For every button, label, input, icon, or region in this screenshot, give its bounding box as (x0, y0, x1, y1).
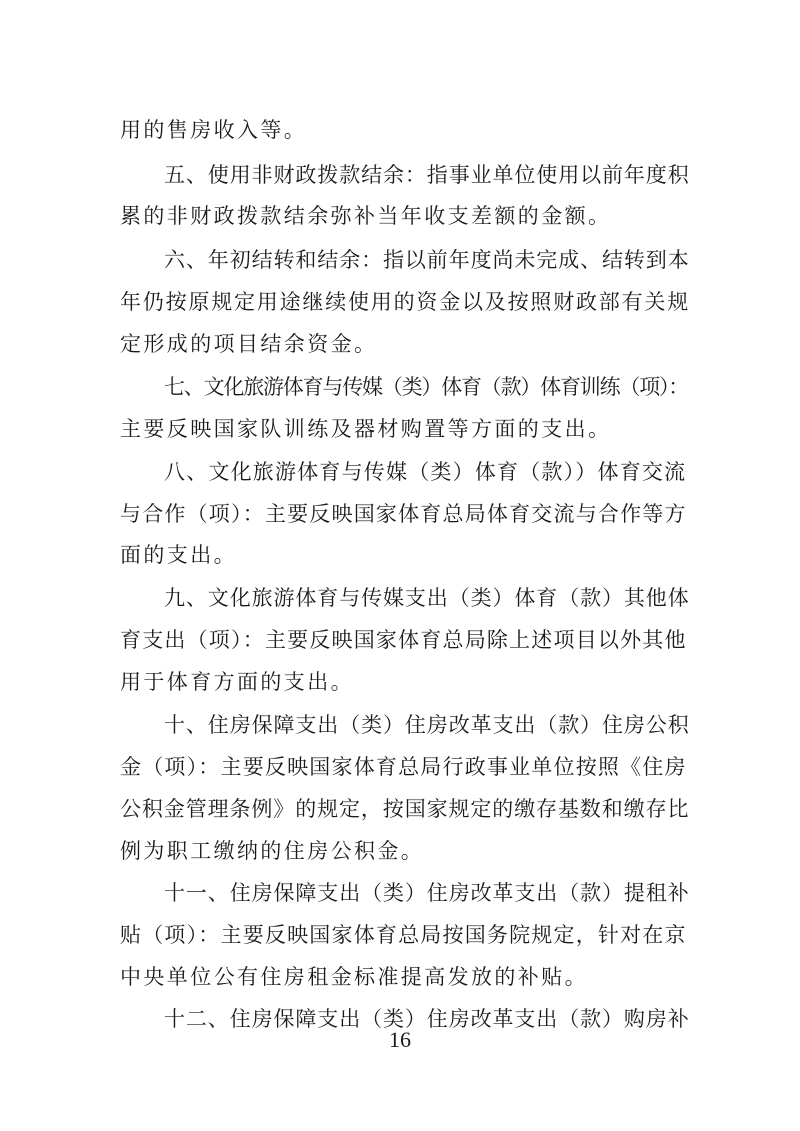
text-line: 用的售房收入等。 (120, 118, 308, 142)
text-line: 七、文化旅游体育与传媒（类）体育（款）体育训练（项）： (164, 375, 689, 399)
text-line: 累的非财政拨款结余弥补当年收支差额的金额。 (120, 204, 612, 228)
text-line: 十一、住房保障支出（类）住房改革支出（款）提租补 (164, 881, 690, 905)
text-line: 十二、住房保障支出（类）住房改革支出（款）购房补 (164, 1007, 690, 1031)
text-line: 八、文化旅游体育与传媒（类）体育（款））体育交流 (164, 460, 687, 484)
text-line: 与合作（项）：主要反映国家体育总局体育交流与合作等方 (120, 502, 687, 526)
page-number: 16 (389, 1027, 411, 1052)
text-line: 九、文化旅游体育与传媒支出（类）体育（款）其他体 (164, 586, 690, 610)
text-line: 例为职工缴纳的住房公积金。 (120, 839, 425, 863)
text-line: 用于体育方面的支出。 (120, 670, 354, 694)
text-line: 十、住房保障支出（类）住房改革支出（款）住房公积 (164, 713, 690, 737)
text-line: 贴（项）：主要反映国家体育总局按国务院规定，针对在京 (120, 923, 687, 947)
text-line: 公积金管理条例》的规定，按国家规定的缴存基数和缴存比 (120, 797, 690, 821)
text-line: 五、使用非财政拨款结余：指事业单位使用以前年度积 (164, 163, 690, 187)
text-line: 中央单位公有住房租金标准提高发放的补贴。 (120, 965, 588, 989)
text-line: 金（项）：主要反映国家体育总局行政事业单位按照《住房 (120, 755, 687, 779)
text-line: 主要反映国家队训练及器材购置等方面的支出。 (120, 417, 612, 441)
text-line: 面的支出。 (120, 543, 237, 567)
text-line: 六、年初结转和结余：指以前年度尚未完成、结转到本 (164, 248, 690, 272)
text-line: 育支出（项）：主要反映国家体育总局除上述项目以外其他 (120, 628, 687, 652)
text-line: 定形成的项目结余资金。 (120, 332, 378, 356)
text-line: 年仍按原规定用途继续使用的资金以及按照财政部有关规 (120, 290, 690, 314)
